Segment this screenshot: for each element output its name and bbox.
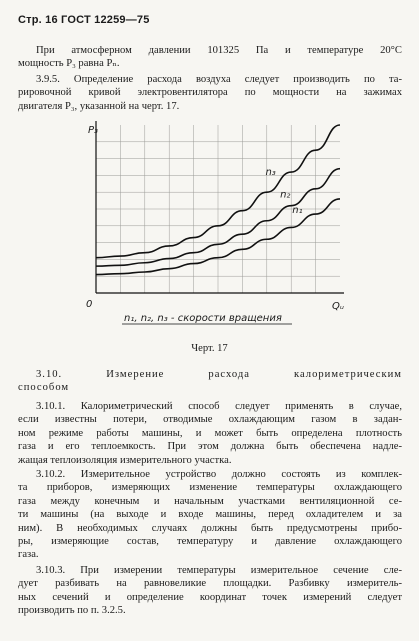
- page-header: Стр. 16 ГОСТ 12259—75: [18, 14, 150, 26]
- text-line: 3.10.3. При измерении температуры измерительное сечение сле-: [36, 565, 402, 576]
- text-line: ных сечений и определение координат точек измерений следует: [18, 591, 402, 603]
- chart-labels: [86, 125, 344, 324]
- text-line: ти машины (на выходе и входе машины, перед охладителем и за: [18, 509, 402, 521]
- series-label: n₃: [265, 167, 276, 179]
- text-line: 3.10. Измерение расхода калориметрическим: [36, 369, 402, 380]
- origin-label: 0: [86, 299, 93, 310]
- y-axis-label: P₃: [88, 125, 99, 136]
- paragraph-3-10-2: [18, 468, 402, 562]
- section-title: [18, 368, 402, 395]
- text-line: ном режиме работы машины, и может быть определена плотность: [18, 427, 402, 439]
- text-line: жащая теплоизоляция измерительного участка.: [18, 454, 232, 466]
- x-axis-label: Qᵤ: [332, 301, 344, 312]
- text-line: 3.9.5. Определение расхода воздуха следует производить по та-: [36, 74, 402, 85]
- chart-grid: [96, 125, 340, 293]
- series-label: n₁: [292, 205, 303, 217]
- text-line: газа между конечным и начальным участками вентиляционной се-: [18, 495, 402, 507]
- text-line: дует разбивать на равновеликие площадки. Разбивку измеритель-: [18, 578, 402, 590]
- text-line: газа и его теплоемкость. При этом должна быть обеспечена надле-: [18, 441, 402, 453]
- text-line: ры, измеряющие состав, температуру и давление охлаждающего: [18, 536, 402, 548]
- text-line: газа.: [18, 549, 39, 561]
- paragraph-3-10-1: [18, 400, 402, 467]
- text-line: та приборов, измеряющих изменение температуры охлаждающего: [18, 482, 402, 494]
- text-line: 3.10.2. Измерительное устройство должно состоять из комплек-: [36, 469, 402, 480]
- chart-17: [0, 115, 419, 340]
- text-line: мощность P₃ равна Pₙ.: [18, 58, 120, 70]
- text-line: производить по п. 3.2.5.: [18, 605, 126, 617]
- text-line: способом: [18, 382, 70, 394]
- text-line: При атмосферном давлении 101325 Па и температуре 20°С: [36, 45, 402, 56]
- figure-caption: Черт. 17: [191, 343, 228, 354]
- paragraph-3-9-5: [18, 73, 402, 113]
- series-label: n₂: [280, 189, 291, 201]
- chart-axes: [96, 121, 344, 293]
- chart-annotation: n₁, n₂, n₃ - скорости вращения: [124, 313, 282, 324]
- paragraph-3-10-3: [18, 564, 402, 618]
- text-line: 3.10.1. Калориметрический способ следует применять в случае,: [36, 401, 402, 412]
- text-line: ним). В необходимых случаях должны быть предусмотрены прибо-: [18, 522, 402, 534]
- text-line: если известны потери, отводимые охлаждающим газом в задан-: [18, 414, 402, 426]
- text-line: рировочной кривой электровентилятора по мощности на зажимах: [18, 87, 402, 99]
- paragraph-pressure: [18, 44, 402, 71]
- text-line: двигателя P₃, указанной на черт. 17.: [18, 100, 180, 112]
